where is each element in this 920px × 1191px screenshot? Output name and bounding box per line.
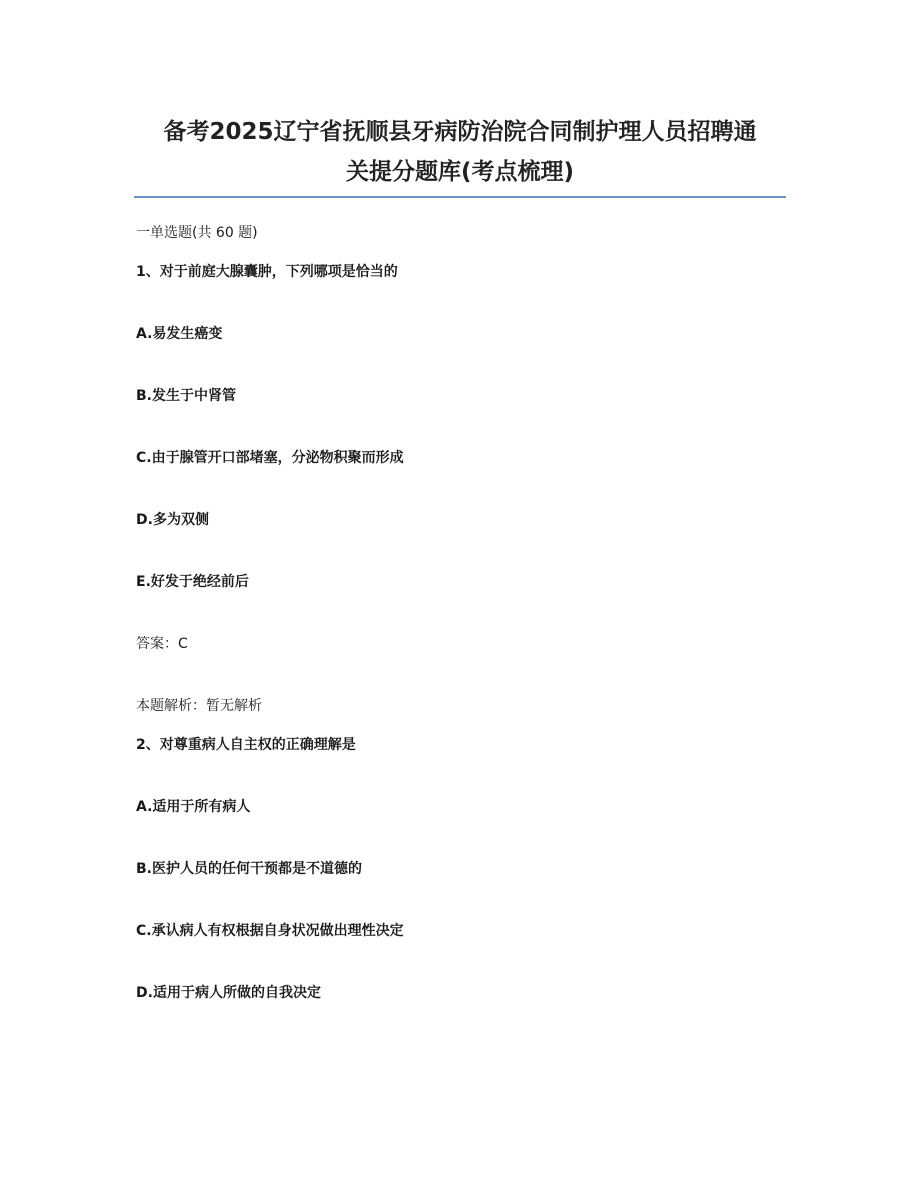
question-1-stem: 1、对于前庭大腺囊肿，下列哪项是恰当的 bbox=[136, 264, 398, 280]
question-1-analysis: 本题解析：暂无解析 bbox=[136, 698, 262, 714]
question-2-option-a: A.适用于所有病人 bbox=[136, 799, 251, 815]
question-1-option-c: C.由于腺管开口部堵塞，分泌物积聚而形成 bbox=[136, 450, 404, 466]
page-title-line-2: 关提分题库(考点梳理) bbox=[345, 159, 575, 185]
question-1-option-b: B.发生于中肾管 bbox=[136, 388, 236, 404]
question-1-option-d: D.多为双侧 bbox=[136, 512, 209, 528]
question-1-option-a: A.易发生癌变 bbox=[136, 326, 223, 342]
question-2-stem: 2、对尊重病人自主权的正确理解是 bbox=[136, 737, 356, 753]
question-2-option-d: D.适用于病人所做的自我决定 bbox=[136, 985, 321, 1001]
title-divider bbox=[134, 196, 786, 198]
question-2-option-c: C.承认病人有权根据自身状况做出理性决定 bbox=[136, 923, 404, 939]
question-2-option-b: B.医护人员的任何干预都是不道德的 bbox=[136, 861, 362, 877]
question-1-option-e: E.好发于绝经前后 bbox=[136, 574, 249, 590]
section-heading: 一单选题(共 60 题) bbox=[136, 225, 258, 241]
question-1-answer: 答案：C bbox=[136, 636, 188, 652]
page-title-line-1: 备考2025辽宁省抚顺县牙病防治院合同制护理人员招聘通 bbox=[163, 119, 757, 145]
